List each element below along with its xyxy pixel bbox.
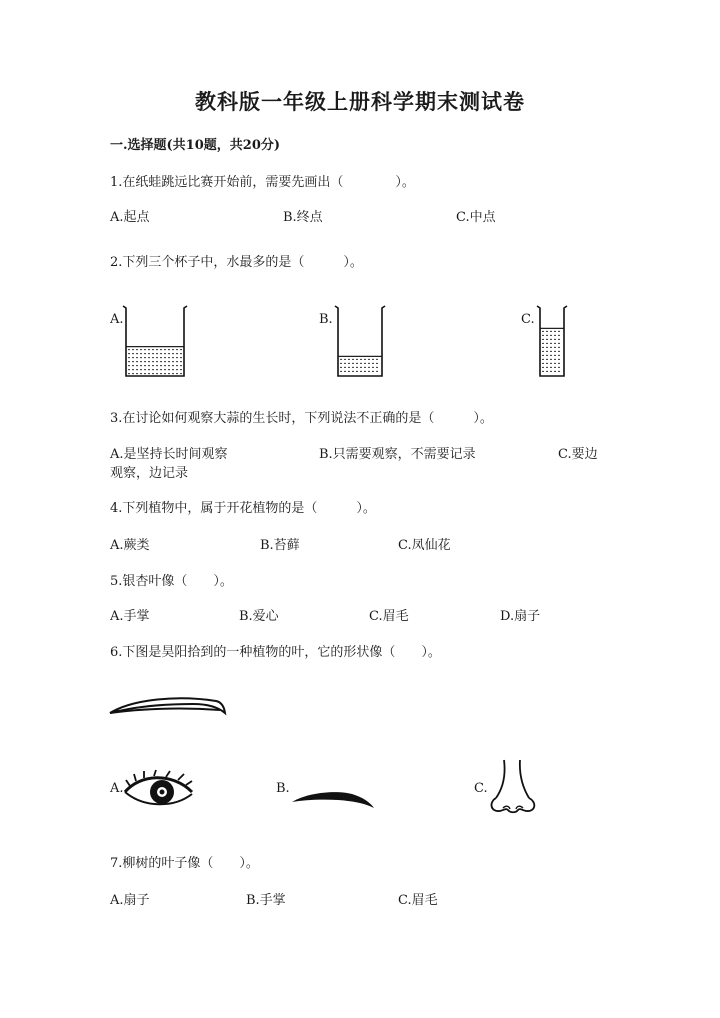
beaker-b-icon <box>334 302 386 378</box>
q2-option-c[interactable]: C. <box>521 312 535 327</box>
question-6: 6.下图是昊阳拾到的一种植物的叶，它的形状像（ ）。 <box>110 645 441 660</box>
q3-option-a[interactable]: A.是坚持长时间观察 <box>110 447 228 462</box>
q5-option-a[interactable]: A.手掌 <box>110 609 150 624</box>
q7-option-b[interactable]: B.手掌 <box>246 893 286 908</box>
q6-option-c[interactable]: C. <box>474 781 488 796</box>
q1-option-b[interactable]: B.终点 <box>283 210 323 225</box>
q5-option-b[interactable]: B.爱心 <box>239 609 279 624</box>
q5-option-d[interactable]: D.扇子 <box>500 609 541 624</box>
q7-option-a[interactable]: A.扇子 <box>110 893 150 908</box>
q4-option-b[interactable]: B.苔藓 <box>260 538 300 553</box>
q1-option-c[interactable]: C.中点 <box>456 210 496 225</box>
question-1: 1.在纸蛙跳远比赛开始前，需要先画出（ ）。 <box>110 175 415 190</box>
q4-option-a[interactable]: A.蕨类 <box>110 538 150 553</box>
q3-option-c[interactable]: C.要边 <box>558 447 598 462</box>
q6-option-b[interactable]: B. <box>276 781 290 796</box>
q3-option-b[interactable]: B.只需要观察，不需要记录 <box>319 447 476 462</box>
question-2: 2.下列三个杯子中，水最多的是（ ）。 <box>110 255 363 270</box>
q4-option-c[interactable]: C.凤仙花 <box>398 538 451 553</box>
beaker-a-icon <box>122 302 188 378</box>
page-title: 教科版一年级上册科学期末测试卷 <box>195 89 525 114</box>
q3-option-c-continued: 观察，边记录 <box>110 466 189 481</box>
leaf-illustration <box>108 693 228 721</box>
eyebrow-icon <box>290 788 376 810</box>
section-heading: 一.选择题(共10题，共20分) <box>110 138 281 153</box>
question-4: 4.下列植物中，属于开花植物的是（ ）。 <box>110 501 376 516</box>
nose-icon <box>486 758 540 818</box>
q2-option-b[interactable]: B. <box>319 312 333 327</box>
q6-option-a[interactable]: A. <box>110 781 124 796</box>
question-7: 7.柳树的叶子像（ ）。 <box>110 856 259 871</box>
question-3: 3.在讨论如何观察大蒜的生长时，下列说法不正确的是（ ）。 <box>110 411 493 426</box>
water-fill <box>126 347 184 376</box>
q1-option-a[interactable]: A.起点 <box>110 210 150 225</box>
eye-icon <box>122 770 196 812</box>
q5-option-c[interactable]: C.眉毛 <box>369 609 409 624</box>
beaker-c-icon <box>536 302 568 378</box>
q2-option-a[interactable]: A. <box>110 312 124 327</box>
question-5: 5.银杏叶像（ ）。 <box>110 574 233 589</box>
q7-option-c[interactable]: C.眉毛 <box>398 893 438 908</box>
